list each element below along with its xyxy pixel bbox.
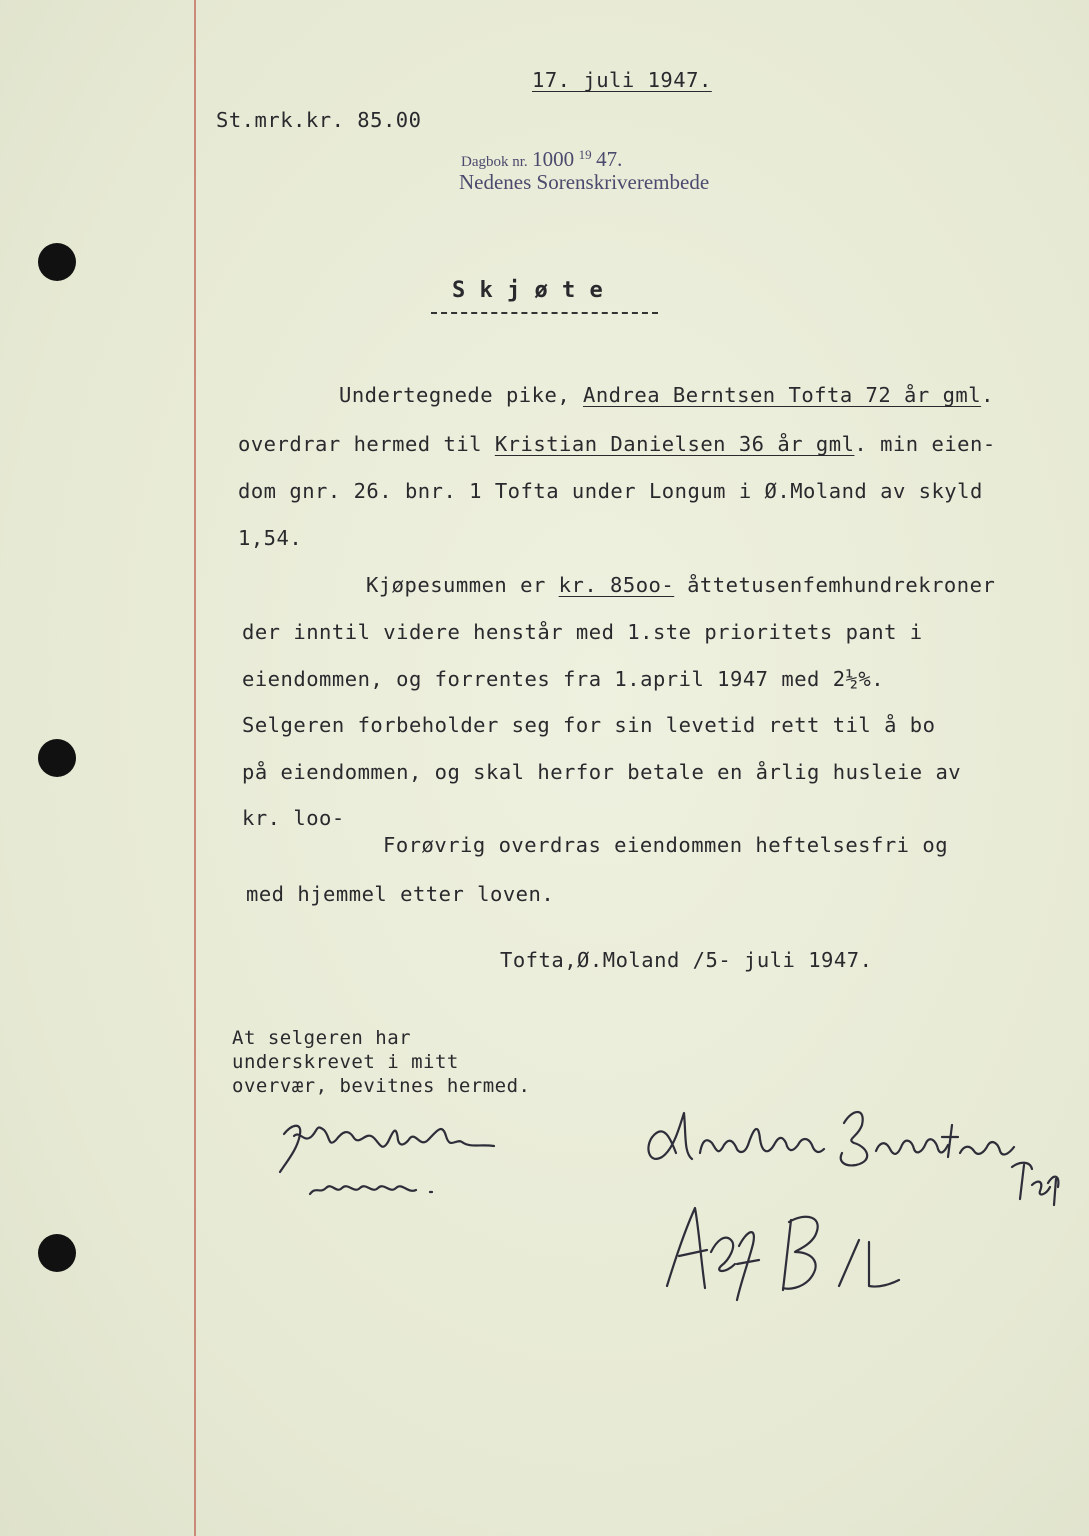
body-text-segment: åttetusenfemhundrekroner [674, 573, 996, 597]
body-text-segment: Selgeren forbeholder seg for sin levetid rett til å bo [242, 713, 936, 737]
body-text-segment: 1,54. [238, 526, 303, 550]
document-title: S k j ø t e [452, 278, 604, 303]
body-text-segment: der inntil videre henstår med 1.ste prioritets pant i [242, 620, 923, 644]
margin-rule [194, 0, 196, 1536]
punch-hole-icon [38, 739, 76, 777]
body-line [238, 526, 302, 550]
body-text-segment: overdrar hermed til [238, 432, 495, 456]
witness-line-1: At selgeren har [232, 1027, 412, 1049]
registration-stamp-office: Nedenes Sorenskriverembede [459, 170, 710, 194]
witness-line-3: overvær, bevitnes hermed. [232, 1075, 531, 1097]
body-line [366, 573, 995, 597]
body-text-segment: dom gnr. 26. bnr. 1 Tofta under Longum i Ø.Moland av skyld [238, 479, 983, 503]
body-line [339, 383, 994, 407]
handwritten-signature-icon [655, 1190, 915, 1310]
body-text-segment: med hjemmel etter loven. [246, 882, 555, 906]
title-underline [431, 312, 658, 314]
underlined-text: Andrea Berntsen Tofta 72 år gml [583, 383, 982, 407]
body-line [383, 833, 948, 857]
stamp-year: 47. [596, 147, 623, 171]
body-line [246, 882, 554, 906]
body-line [242, 760, 961, 784]
body-line [242, 620, 923, 644]
stamp-century: 19 [578, 147, 592, 162]
body-line [242, 806, 345, 830]
handwritten-signature-icon [270, 1100, 520, 1210]
place-date: Tofta,Ø.Moland /5- juli 1947. [500, 948, 873, 972]
body-text-segment: på eiendommen, og skal herfor betale en årlig husleie av [242, 760, 962, 784]
body-text-segment: kr. loo- [242, 806, 345, 830]
punch-hole-icon [38, 243, 76, 281]
body-line [242, 713, 935, 737]
registration-stamp-line1 [461, 147, 622, 172]
body-line [238, 432, 996, 456]
stamp-fee: St.mrk.kr. 85.00 [216, 108, 422, 132]
body-text-segment: Undertegnede pike, [339, 383, 583, 407]
body-text-segment: eiendommen, og forrentes fra 1.april 1947 med 2½%. [242, 667, 885, 691]
body-line [242, 667, 884, 691]
body-line [238, 479, 983, 503]
underlined-text: Kristian Danielsen 36 år gml [494, 432, 855, 456]
stamp-prefix: Dagbok nr. [461, 154, 528, 170]
body-text-segment: . [981, 383, 994, 407]
stamp-number: 1000 [532, 147, 575, 171]
body-text-segment: . min eien- [854, 432, 996, 456]
underlined-text: kr. 85oo- [558, 573, 675, 597]
body-text-segment: Kjøpesummen er [366, 573, 559, 597]
document-date: 17. juli 1947. [532, 68, 712, 92]
punch-hole-icon [38, 1234, 76, 1272]
body-text-segment: Forøvrig overdras eiendommen heftelsesfri og [383, 833, 949, 857]
witness-line-2: underskrevet i mitt [232, 1051, 459, 1073]
